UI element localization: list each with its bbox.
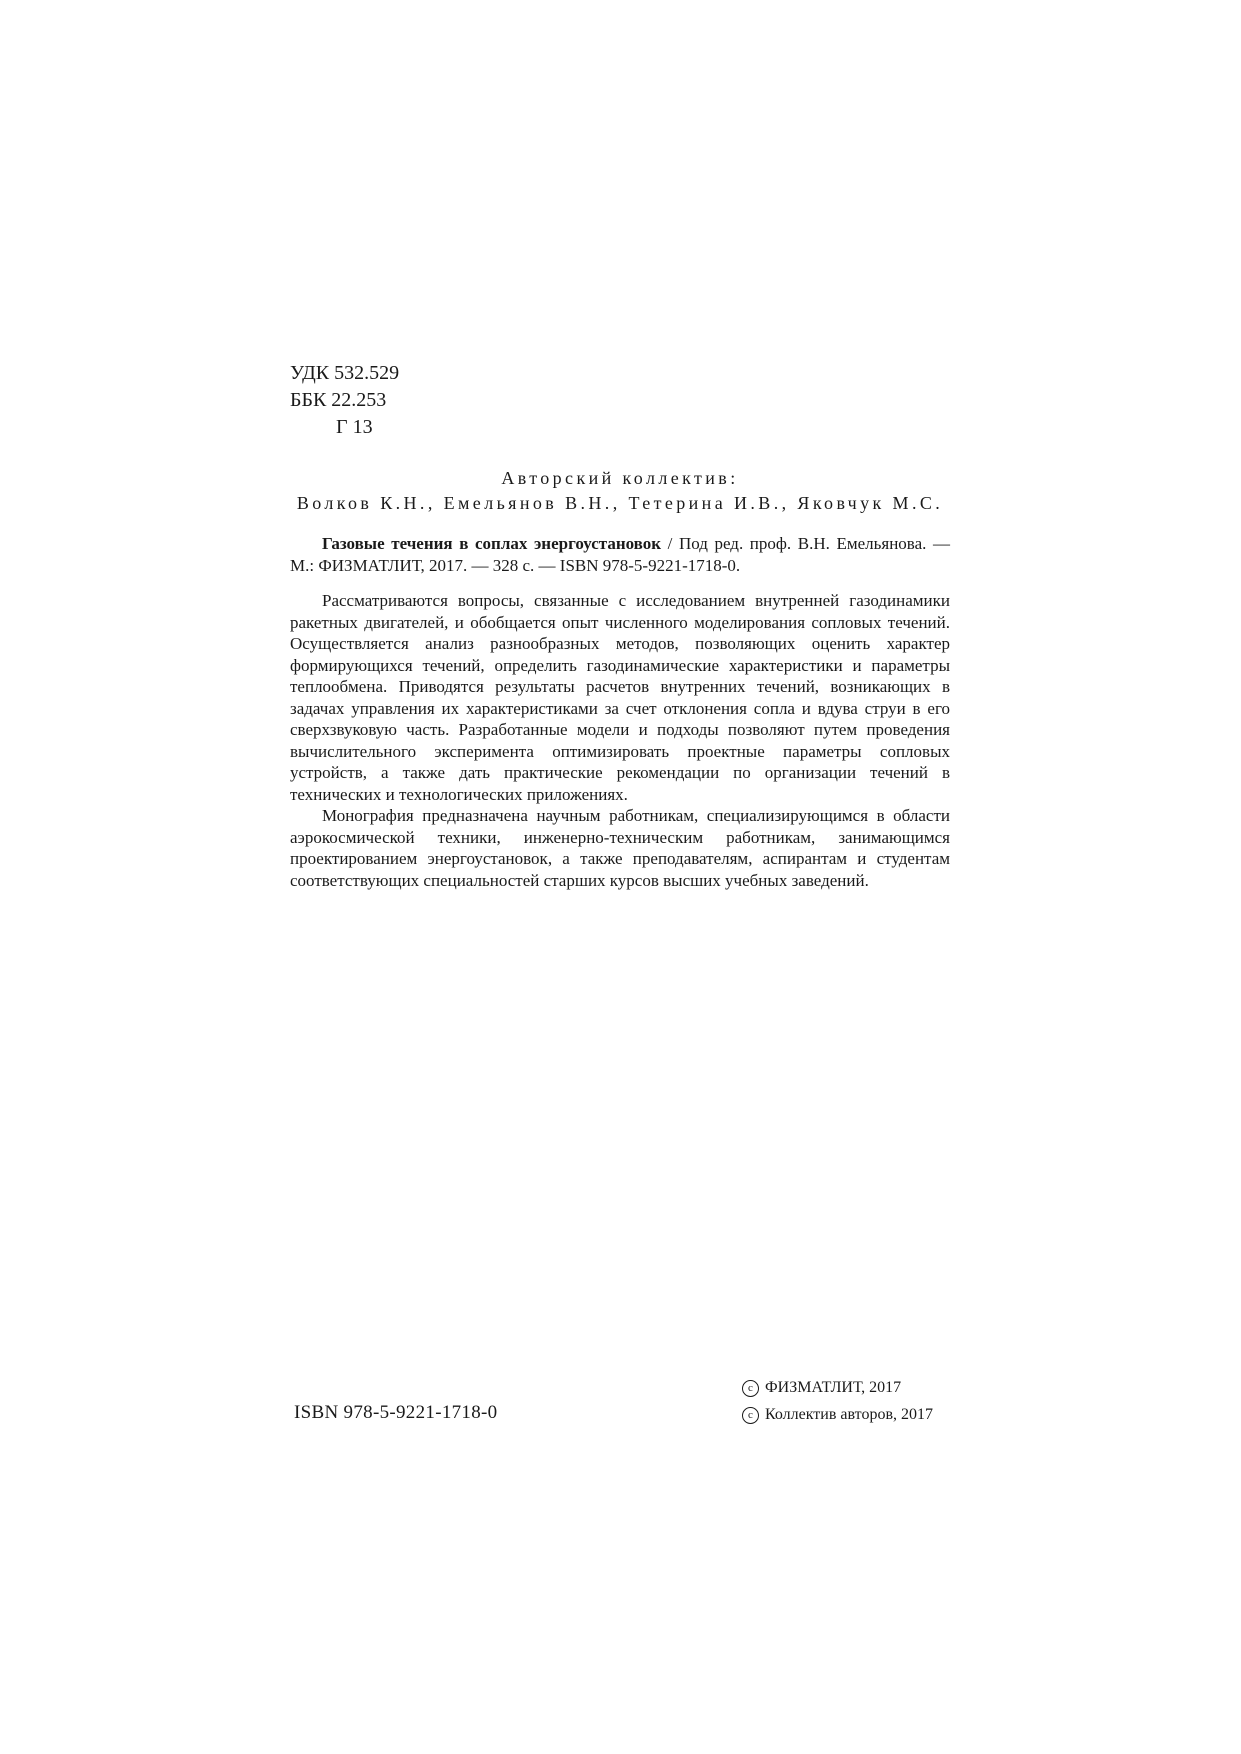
bibliographic-details: / Под ред. проф. В.Н. Емельянова. — М.: ФИЗМАТЛИТ, 2017. — 328 с. — ISBN 978-5-9221-1718-0.	[290, 534, 950, 575]
copyright-authors-line	[742, 1401, 933, 1428]
authors-names: Волков К.Н., Емельянов В.Н., Тетерина И.В., Яковчук М.С.	[296, 493, 944, 513]
abstract-paragraph-1: Рассматриваются вопросы, связанные с исследованием внутренней газодинамики ракетных двигателей, и обобщается опыт численного моделирования сопловых течений. Осуществляется анализ разнообразных методов, позволяющих оценить характер формирующихся течений, определить газодинамические характеристики и параметры теплообмена. Приводятся результаты расчетов внутренних течений, возникающих в задачах управления их характеристиками за счет отклонения сопла и вдува струи в его сверхзвуковую часть. Разработанные модели и подходы позволяют путем проведения вычислительного эксперимента оптимизировать проектные параметры сопловых устройств, а также дать практические рекомендации по организации течений в технических и технологических приложениях.	[290, 591, 950, 804]
bibliographic-record	[290, 533, 950, 577]
bibliographic-paragraph	[290, 533, 950, 577]
abstract	[290, 590, 950, 891]
copyright-authors: Коллектив авторов, 2017	[765, 1406, 933, 1423]
copyright-icon: c	[742, 1407, 759, 1424]
abstract-paragraph-2: Монография предназначена научным работникам, специализирующимся в области аэрокосмической техники, инженерно-техническим работникам, занимающимся проектированием энергоустановок, а также преподавателям, аспирантам и студентам соответствующих специальностей старших курсов высших учебных заведений.	[290, 806, 950, 890]
authors-block	[290, 466, 950, 516]
copyright-block	[742, 1374, 933, 1428]
copyright-publisher-line	[742, 1374, 933, 1401]
classification-codes	[290, 360, 399, 441]
udk-code: УДК 532.529	[290, 362, 400, 384]
authors-heading: Авторский коллектив:	[501, 468, 739, 488]
copyright-publisher: ФИЗМАТЛИТ, 2017	[765, 1379, 902, 1396]
author-mark: Г 13	[336, 416, 373, 438]
isbn: ISBN 978-5-9221-1718-0	[294, 1402, 498, 1423]
copyright-icon: c	[742, 1380, 759, 1397]
book-title: Газовые течения в соплах энергоустановок	[322, 534, 662, 553]
bbk-code: ББК 22.253	[290, 389, 387, 411]
